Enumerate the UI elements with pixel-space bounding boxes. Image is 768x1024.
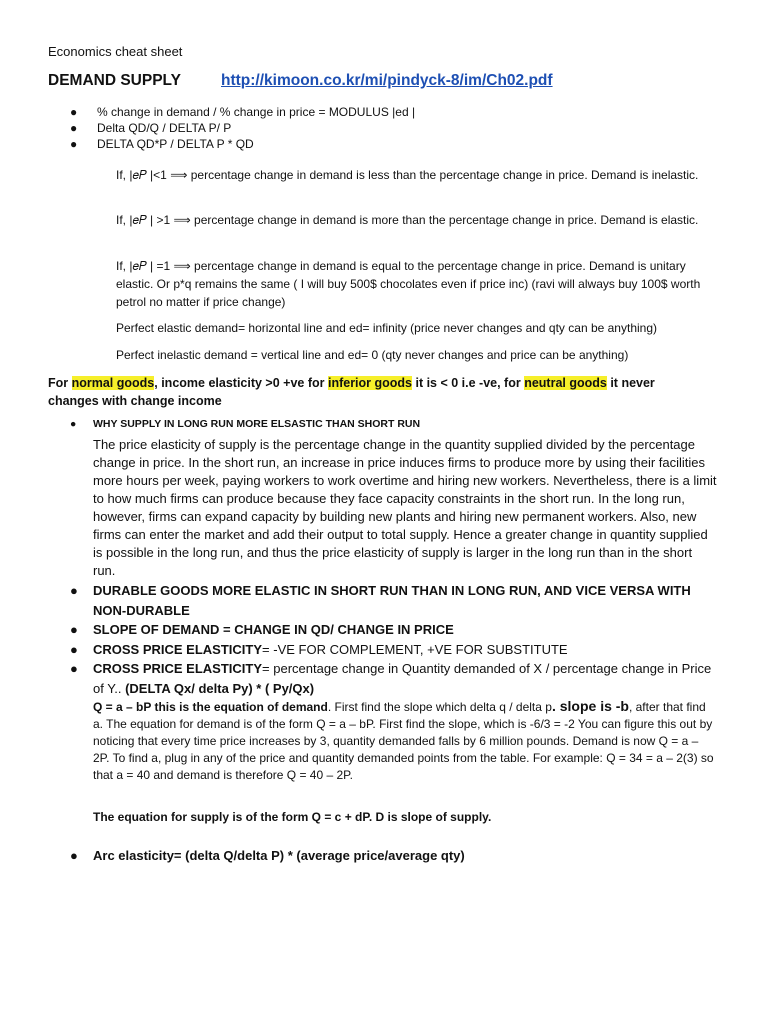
list-item: ● DURABLE GOODS MORE ELASTIC IN SHORT RUN THAN IN LONG RUN, AND VICE VERSA WITH NON-DURABLE (70, 583, 691, 618)
elastic-paragraph: If, |𝑒𝑃 | >1 ⟹ percentage change in demand is more than the percentage change in price. Demand is elastic. (116, 213, 699, 227)
bullet-icon: ● (70, 641, 78, 657)
neutral-goods-highlight: neutral goods (524, 376, 607, 390)
section-heading: DEMAND SUPPLY (48, 72, 181, 89)
list-item: ● Delta QD/Q / DELTA P/ P (70, 121, 232, 135)
section-heading-row (48, 72, 553, 90)
bullet-icon: ● (70, 137, 78, 151)
mid-bullet-list (70, 581, 718, 698)
normal-goods-highlight: normal goods (71, 376, 155, 390)
bullet-icon: ● (70, 622, 78, 637)
perfect-inelastic-paragraph: Perfect inelastic demand = vertical line and ed= 0 (qty never changes and price can be anything) (116, 348, 629, 362)
why-paragraph: The price elasticity of supply is the percentage change in the quantity supplied divided by the percentage change in price. In the short run, an increase in price induces firms to produce more by using their facilities more hours per week, paying workers to work overtime and hiring new workers. Nevertheless, there is a limit to how much firms can produce because they face capacity constraints in the short run. In the long run, however, firms can expand capacity by building new plants and hiring new permanent workers. Also, new firms can enter the market and add their output to total supply. Hence a greater change in quantity supplied is possible in the long run, and thus the price elasticity of supply is larger in the long run than in the short run. (93, 437, 717, 578)
list-item: ● SLOPE OF DEMAND = CHANGE IN QD/ CHANGE IN PRICE (70, 620, 718, 640)
list-item: ● CROSS PRICE ELASTICITY= percentage change in Quantity demanded of X / percentage change in Price of Y.. (DELTA Qx/ delta Py) * ( Py/Qx) (70, 661, 712, 696)
inelastic-paragraph: If, |𝑒𝑃 |<1 ⟹ percentage change in demand is less than the percentage change in price. Demand is inelastic. (116, 168, 699, 182)
list-item: ● % change in demand / % change in price = MODULUS |ed | (70, 105, 416, 119)
bullet-icon: ● (70, 105, 78, 119)
supply-equation: The equation for supply is of the form Q = c + dP. D is slope of supply. (93, 810, 492, 824)
bullet-icon: ● (70, 121, 78, 135)
goods-paragraph: For normal goods, income elasticity >0 +ve for inferior goods it is < 0 i.e -ve, for neutral goods it never changes with change income (48, 376, 655, 408)
reference-link[interactable]: http://kimoon.co.kr/mi/pindyck-8/im/Ch02.pdf (221, 72, 553, 89)
doc-title: Economics cheat sheet (48, 44, 183, 59)
demand-equation-paragraph: Q = a – bP this is the equation of demand. First find the slope which delta q / delta p. slope is -b, after that find a. The equation for demand is of the form Q = a – bP. First find the slope, which is -6/3 = -2 You can figure this out by noticing that every time price increases by 3, quantity demanded falls by 6 million pounds. Demand is now Q = a – 2P. To find a, plug in any of the price and quantity demanded points from the table. For example: Q = 34 = a – 2(3) so that a = 40 and demand is therefore Q = 40 – 2P. (93, 698, 714, 782)
inferior-goods-highlight: inferior goods (327, 376, 412, 390)
top-bullet-list (70, 104, 415, 152)
bullet-icon: ● (70, 848, 78, 863)
perfect-elastic-paragraph: Perfect elastic demand= horizontal line and ed= infinity (price never changes and qty can be anything) (116, 321, 657, 335)
bullet-icon: ● (70, 661, 78, 676)
list-item: ● CROSS PRICE ELASTICITY= -VE FOR COMPLEMENT, +VE FOR SUBSTITUTE (70, 640, 718, 660)
list-item: ● DELTA QD*P / DELTA P * QD (70, 137, 254, 151)
why-heading: WHY SUPPLY IN LONG RUN MORE ELSASTIC THAN SHORT RUN (93, 418, 421, 430)
arc-elasticity: Arc elasticity= (delta Q/delta P) * (average price/average qty) (93, 848, 465, 863)
bullet-icon: ● (70, 418, 77, 430)
unitary-paragraph: If, |𝑒𝑃 | =1 ⟹ percentage change in demand is equal to the percentage change in price. Demand is unitary elastic. Or p*q remains the same ( I will buy 500$ chocolates even if price inc) (ravi will always buy 100$ worth petrol no matter if price change) (116, 259, 701, 309)
bullet-icon: ● (70, 583, 78, 598)
